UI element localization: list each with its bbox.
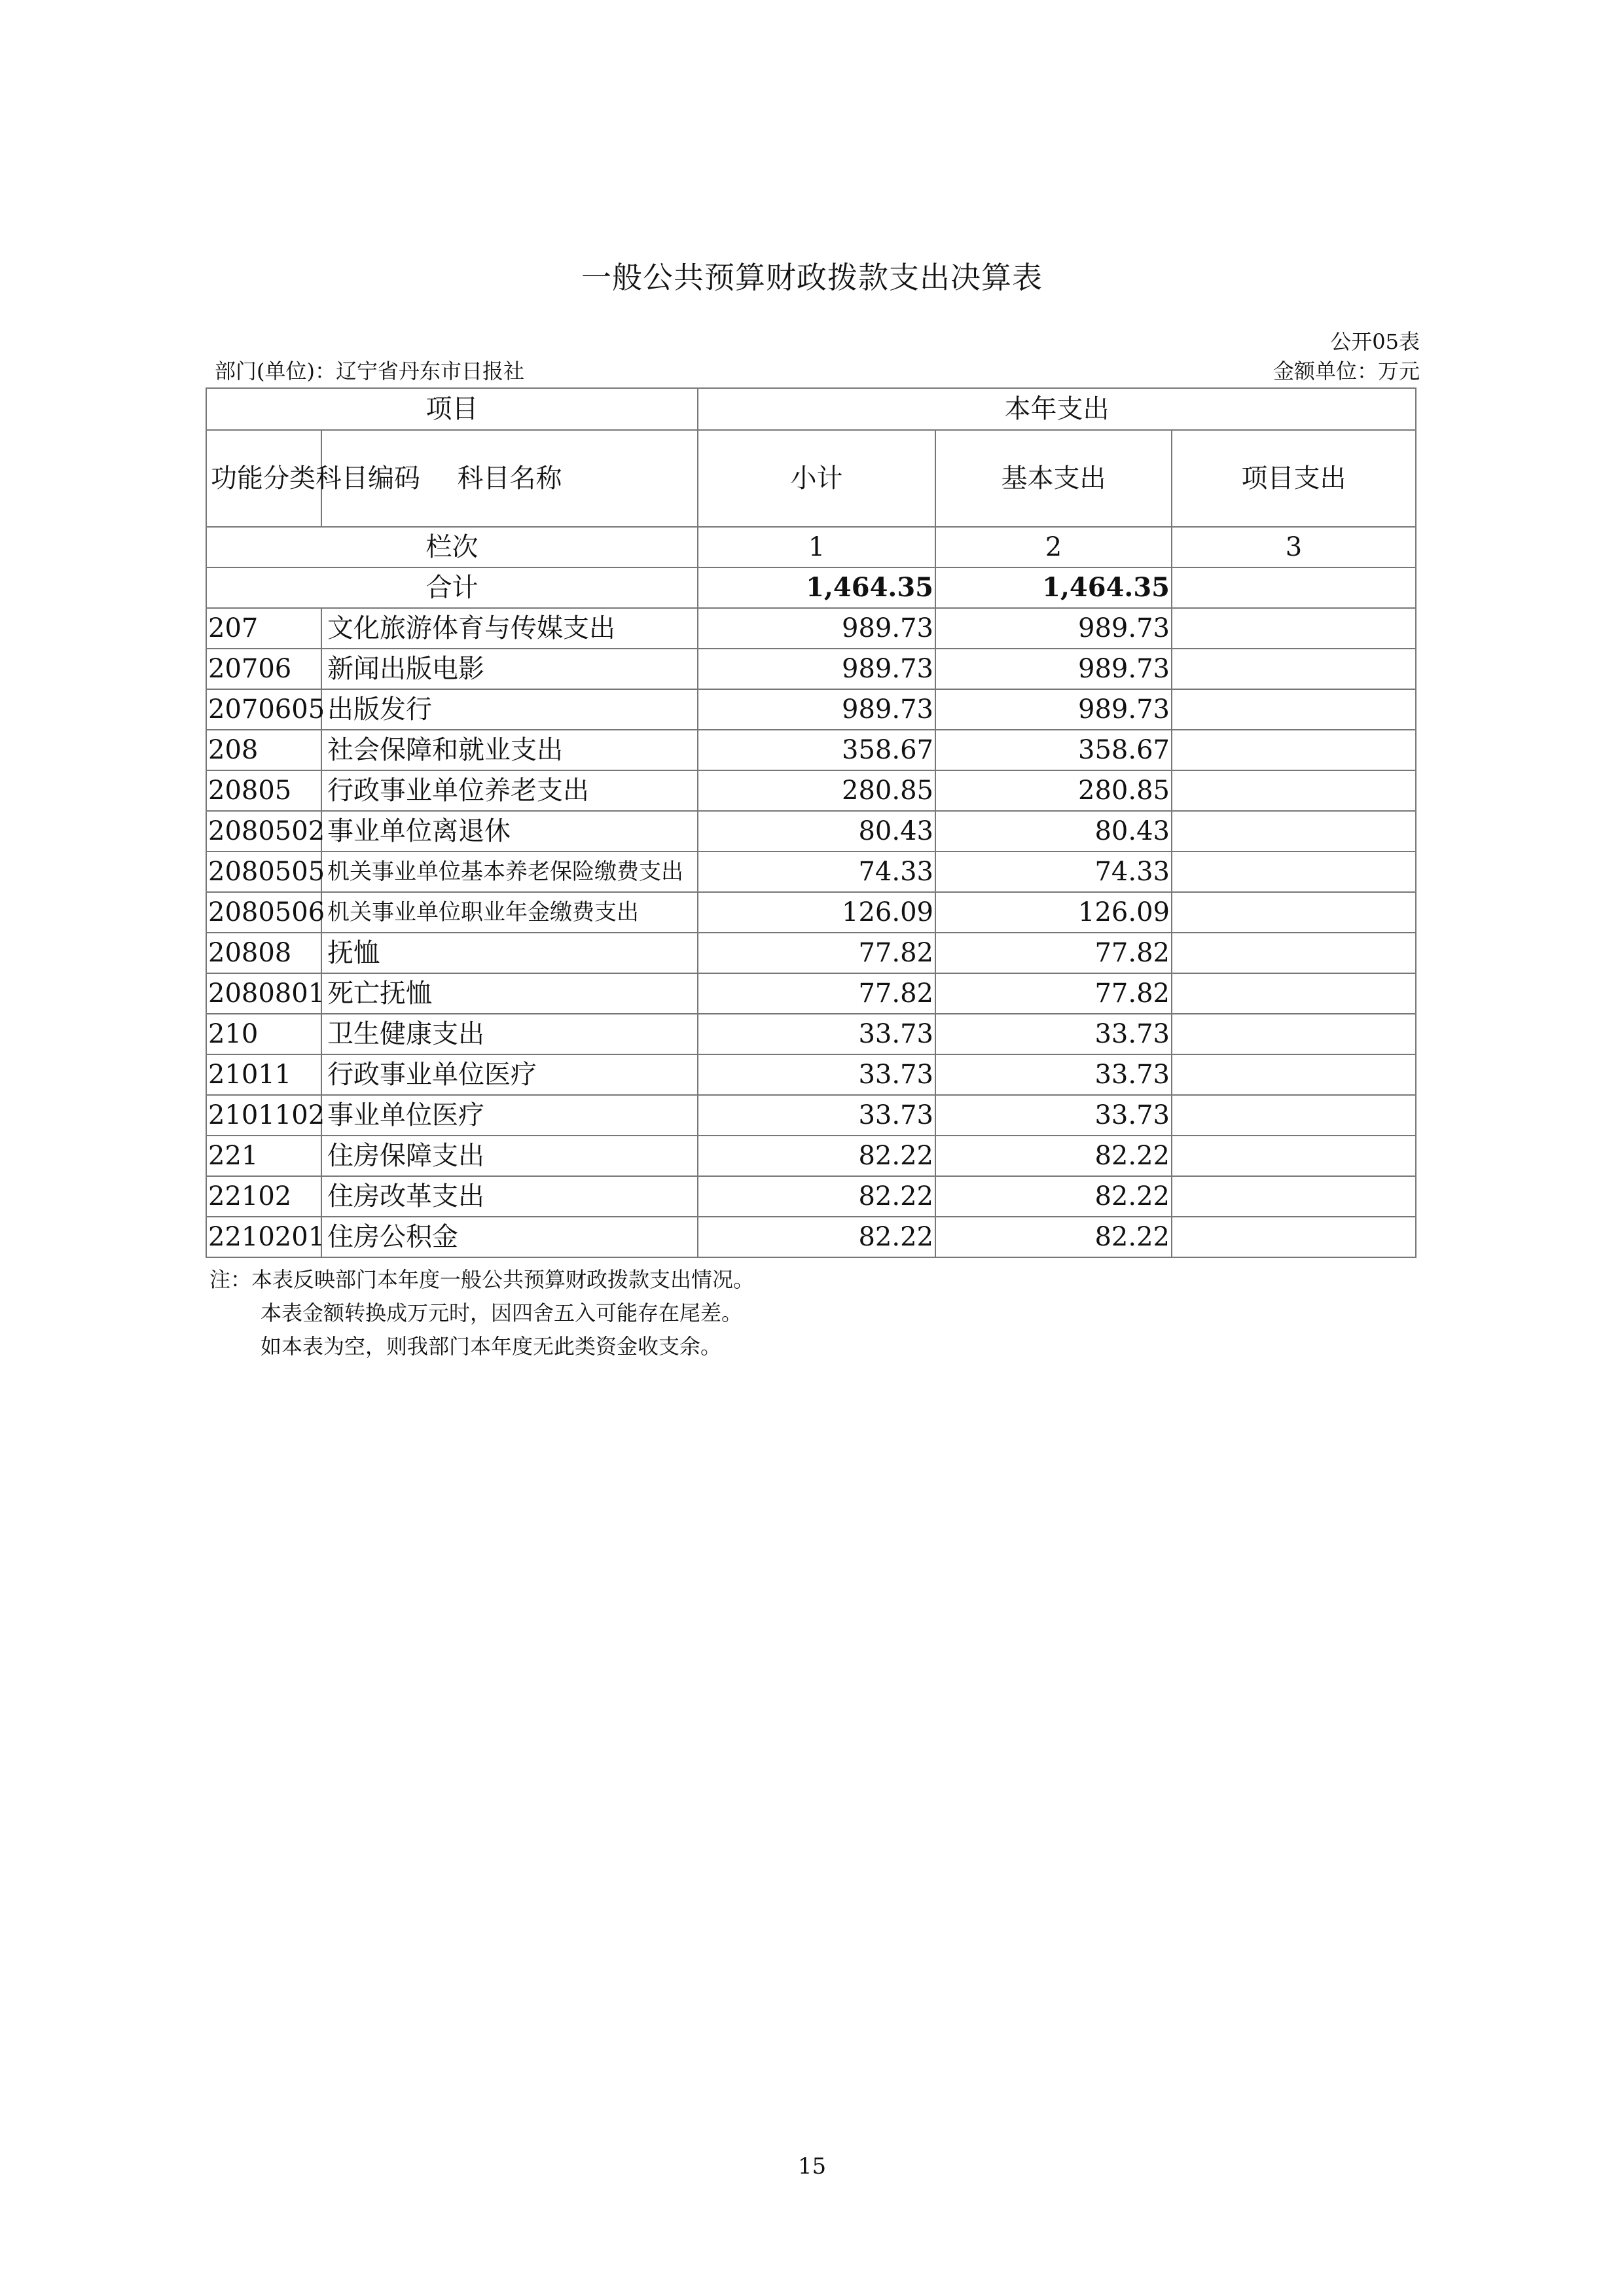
header-row-columns: [206, 430, 1416, 527]
index-1: 1: [698, 527, 935, 567]
row-basic: 77.82: [935, 933, 1172, 973]
row-name: 行政事业单位养老支出: [321, 770, 698, 811]
row-basic: 82.22: [935, 1136, 1172, 1176]
amount-unit-label: 金额单位：万元: [1272, 359, 1420, 384]
row-project: [1172, 933, 1416, 973]
notes: [209, 1263, 754, 1363]
table-row: [206, 1054, 1416, 1095]
row-project: [1172, 1176, 1416, 1217]
row-name: 卫生健康支出: [321, 1014, 698, 1054]
row-code: 2101102: [206, 1095, 321, 1136]
row-project: [1172, 852, 1416, 892]
row-code: 2210201: [206, 1217, 321, 1257]
row-code: 208: [206, 730, 321, 770]
row-basic: 989.73: [935, 689, 1172, 730]
row-name: 机关事业单位职业年金缴费支出: [321, 892, 698, 933]
row-subtotal: 989.73: [698, 608, 935, 649]
row-code: 2080502: [206, 811, 321, 852]
expenditure-table: [206, 387, 1416, 1258]
row-project: [1172, 892, 1416, 933]
header-name: 科目名称: [321, 430, 698, 527]
row-basic: 989.73: [935, 649, 1172, 689]
row-basic: 33.73: [935, 1014, 1172, 1054]
table-row: [206, 1136, 1416, 1176]
table-row: [206, 1095, 1416, 1136]
row-project: [1172, 1014, 1416, 1054]
total-basic: 1,464.35: [935, 567, 1172, 608]
row-name: 住房改革支出: [321, 1176, 698, 1217]
row-code: 2080506: [206, 892, 321, 933]
page-title: 一般公共预算财政拨款支出决算表: [581, 260, 1043, 295]
row-basic: 80.43: [935, 811, 1172, 852]
table-row: [206, 1176, 1416, 1217]
row-basic: 280.85: [935, 770, 1172, 811]
table-row: [206, 973, 1416, 1014]
row-subtotal: 82.22: [698, 1136, 935, 1176]
row-name: 社会保障和就业支出: [321, 730, 698, 770]
row-basic: 33.73: [935, 1054, 1172, 1095]
row-name: 死亡抚恤: [321, 973, 698, 1014]
row-name: 抚恤: [321, 933, 698, 973]
row-subtotal: 33.73: [698, 1095, 935, 1136]
note-line: 注：本表反映部门本年度一般公共预算财政拨款支出情况。: [209, 1267, 755, 1292]
table-row: [206, 608, 1416, 649]
header-project: 项目支出: [1172, 430, 1416, 527]
row-project: [1172, 1136, 1416, 1176]
row-code: 2070605: [206, 689, 321, 730]
table-row: [206, 811, 1416, 852]
row-code: 207: [206, 608, 321, 649]
row-name: 文化旅游体育与传媒支出: [321, 608, 698, 649]
row-subtotal: 33.73: [698, 1054, 935, 1095]
header-subtotal: 小计: [698, 430, 935, 527]
table-row: [206, 649, 1416, 689]
row-subtotal: 989.73: [698, 649, 935, 689]
row-project: [1172, 973, 1416, 1014]
row-subtotal: 80.43: [698, 811, 935, 852]
row-subtotal: 280.85: [698, 770, 935, 811]
table-row: [206, 892, 1416, 933]
index-2: 2: [935, 527, 1172, 567]
header-basic: 基本支出: [935, 430, 1172, 527]
row-name: 住房保障支出: [321, 1136, 698, 1176]
row-project: [1172, 811, 1416, 852]
department-label: 部门(单位)：辽宁省丹东市日报社: [215, 359, 524, 384]
page-number: 15: [797, 2153, 827, 2179]
row-project: [1172, 770, 1416, 811]
table-row: [206, 689, 1416, 730]
row-project: [1172, 649, 1416, 689]
row-basic: 82.22: [935, 1217, 1172, 1257]
row-project: [1172, 730, 1416, 770]
row-name: 行政事业单位医疗: [321, 1054, 698, 1095]
total-row: [206, 567, 1416, 608]
row-code: 20808: [206, 933, 321, 973]
row-name: 机关事业单位基本养老保险缴费支出: [321, 852, 698, 892]
header-code: 功能分类科目编码: [206, 430, 321, 527]
row-code: 22102: [206, 1176, 321, 1217]
row-project: [1172, 1095, 1416, 1136]
row-project: [1172, 1054, 1416, 1095]
table-row: [206, 770, 1416, 811]
row-subtotal: 77.82: [698, 973, 935, 1014]
row-name: 新闻出版电影: [321, 649, 698, 689]
table-row: [206, 933, 1416, 973]
note-line: 本表金额转换成万元时，因四舍五入可能存在尾差。: [261, 1300, 743, 1325]
row-code: 20805: [206, 770, 321, 811]
row-basic: 33.73: [935, 1095, 1172, 1136]
total-project: [1172, 567, 1416, 608]
row-basic: 989.73: [935, 608, 1172, 649]
index-3: 3: [1172, 527, 1416, 567]
table-row: [206, 730, 1416, 770]
row-subtotal: 126.09: [698, 892, 935, 933]
row-code: 20706: [206, 649, 321, 689]
row-basic: 126.09: [935, 892, 1172, 933]
table-row: [206, 1014, 1416, 1054]
row-code: 21011: [206, 1054, 321, 1095]
header-row-group: [206, 388, 1416, 430]
row-basic: 82.22: [935, 1176, 1172, 1217]
row-subtotal: 77.82: [698, 933, 935, 973]
total-label: 合计: [206, 567, 698, 608]
row-basic: 74.33: [935, 852, 1172, 892]
row-subtotal: 82.22: [698, 1176, 935, 1217]
row-subtotal: 82.22: [698, 1217, 935, 1257]
index-row: [206, 527, 1416, 567]
row-basic: 358.67: [935, 730, 1172, 770]
row-project: [1172, 689, 1416, 730]
row-project: [1172, 1217, 1416, 1257]
row-code: 2080505: [206, 852, 321, 892]
table-row: [206, 852, 1416, 892]
index-label: 栏次: [206, 527, 698, 567]
row-name: 事业单位医疗: [321, 1095, 698, 1136]
row-name: 住房公积金: [321, 1217, 698, 1257]
form-number: 公开05表: [1330, 329, 1420, 354]
row-subtotal: 989.73: [698, 689, 935, 730]
header-item-group: 项目: [206, 388, 698, 430]
row-name: 事业单位离退休: [321, 811, 698, 852]
row-basic: 77.82: [935, 973, 1172, 1014]
row-subtotal: 358.67: [698, 730, 935, 770]
row-code: 221: [206, 1136, 321, 1176]
row-subtotal: 74.33: [698, 852, 935, 892]
note-line: 如本表为空，则我部门本年度无此类资金收支余。: [261, 1334, 722, 1359]
row-project: [1172, 608, 1416, 649]
total-subtotal: 1,464.35: [698, 567, 935, 608]
row-code: 2080801: [206, 973, 321, 1014]
row-code: 210: [206, 1014, 321, 1054]
row-subtotal: 33.73: [698, 1014, 935, 1054]
table-row: [206, 1217, 1416, 1257]
row-name: 出版发行: [321, 689, 698, 730]
header-expense-group: 本年支出: [698, 388, 1416, 430]
